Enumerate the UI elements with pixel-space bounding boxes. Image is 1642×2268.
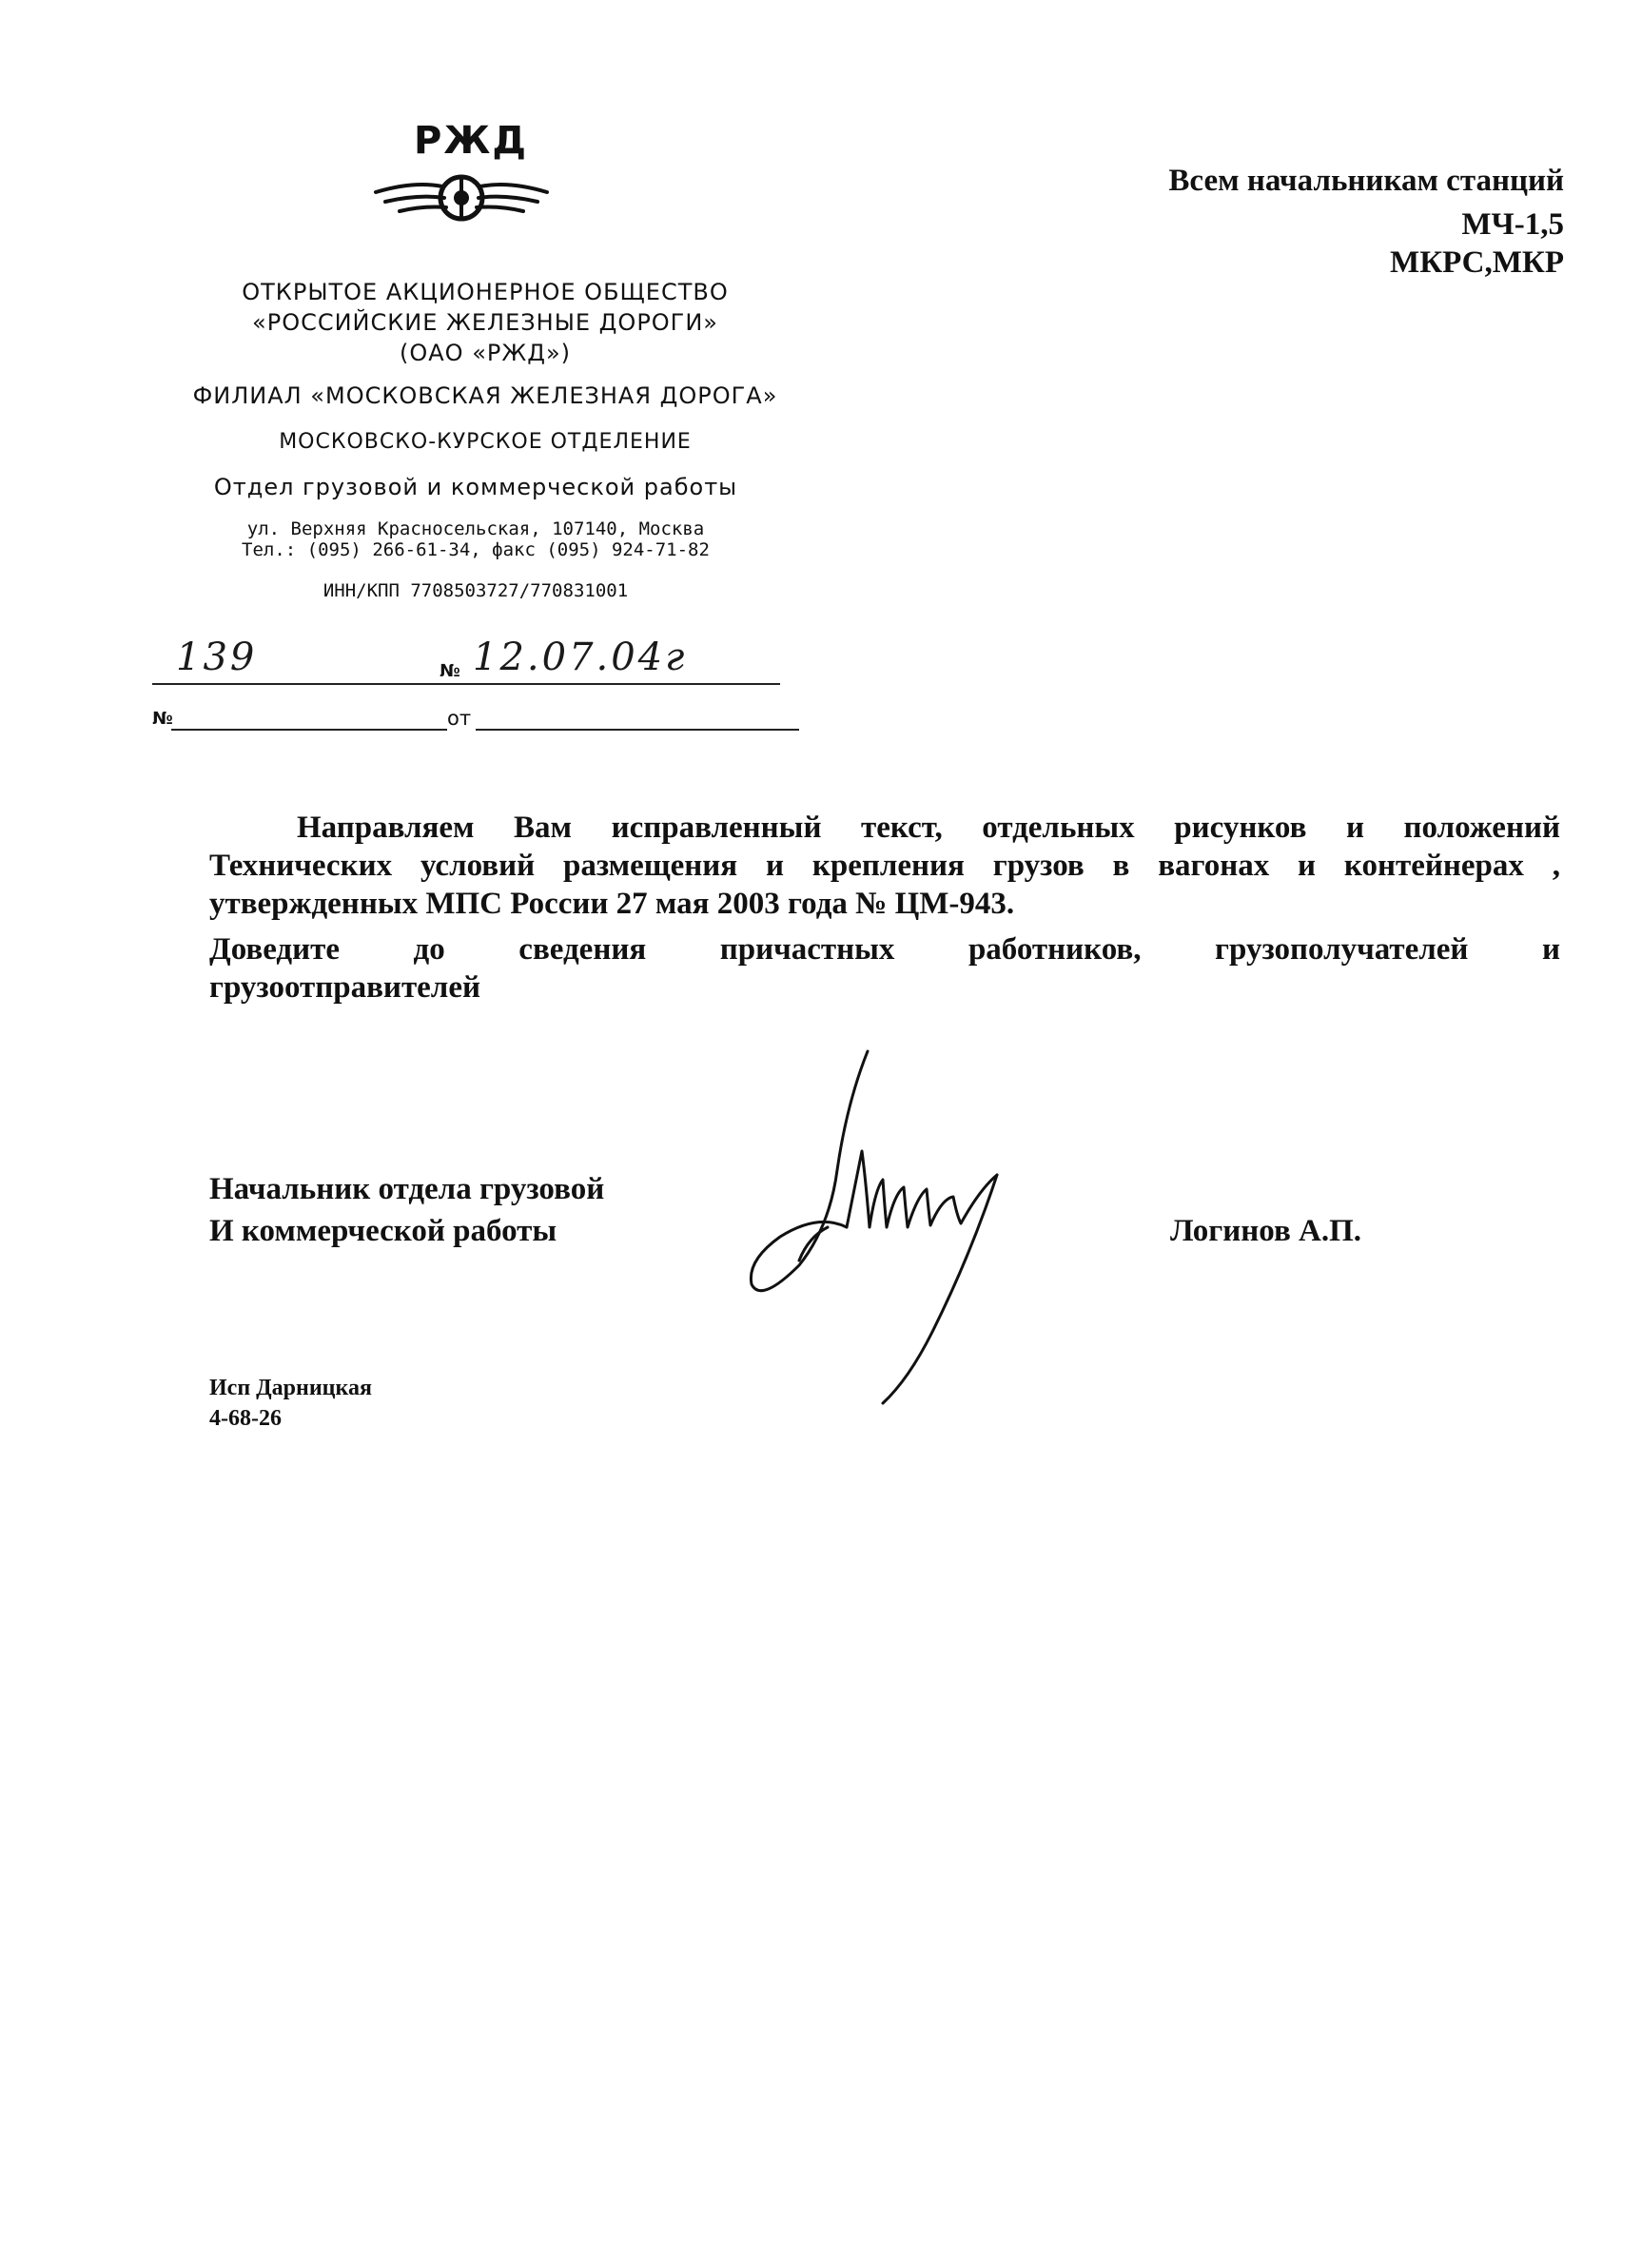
- outgoing-number: 139: [176, 635, 258, 679]
- addressee-line3: МКРС,МКР: [1390, 245, 1564, 280]
- body-line5: грузоотправителей: [209, 970, 480, 1005]
- reply-date-underline: [476, 729, 799, 731]
- handwritten-signature: [742, 1046, 1018, 1408]
- executor-name: Исп Дарницкая: [209, 1376, 372, 1400]
- signer-title-line1: Начальник отдела грузовой: [209, 1172, 605, 1206]
- organization-name-line2: «РОССИЙСКИЕ ЖЕЛЕЗНЫЕ ДОРОГИ»: [252, 309, 718, 336]
- outgoing-underline: [152, 683, 780, 685]
- phone-fax: Тел.: (095) 266-61-34, факс (095) 924-71-82: [242, 539, 710, 560]
- executor-phone: 4-68-26: [209, 1406, 282, 1431]
- addressee-line2: МЧ-1,5: [1461, 207, 1564, 242]
- organization-name-line1: ОТКРЫТОЕ АКЦИОНЕРНОЕ ОБЩЕСТВО: [242, 279, 729, 305]
- number-sign: №: [440, 661, 460, 681]
- organization-name-line3: (ОАО «РЖД»): [400, 340, 571, 366]
- body-line2: Технических условий размещения и крепления грузов в вагонах и контейнерах ,: [209, 849, 1560, 883]
- reply-number-sign: №: [152, 709, 173, 729]
- body-line3: утвержденных МПС России 27 мая 2003 года № ЦМ-943.: [209, 887, 1015, 921]
- winged-wheel-logo-icon: [366, 124, 557, 228]
- signer-name: Логинов А.П.: [1170, 1214, 1362, 1248]
- company-logo-text: РЖД: [414, 119, 528, 163]
- division-name: МОСКОВСКО-КУРСКОЕ ОТДЕЛЕНИЕ: [279, 430, 692, 454]
- signer-title-line2: И коммерческой работы: [209, 1214, 557, 1248]
- outgoing-date: 12.07.04г: [473, 635, 688, 679]
- addressee-line1: Всем начальникам станций: [1168, 164, 1564, 198]
- reply-from-label: от: [447, 707, 472, 730]
- address: ул. Верхняя Красносельская, 107140, Москва: [246, 518, 705, 539]
- branch-name: ФИЛИАЛ «МОСКОВСКАЯ ЖЕЛЕЗНАЯ ДОРОГА»: [192, 382, 778, 409]
- body-line4: Доведите до сведения причастных работников, грузополучателей и: [209, 932, 1560, 967]
- reply-number-underline: [171, 729, 447, 731]
- body-line1: Направляем Вам исправленный текст, отдельных рисунков и положений: [297, 811, 1560, 845]
- department-name: Отдел грузовой и коммерческой работы: [213, 474, 738, 500]
- inn-kpp: ИНН/КПП 7708503727/770831001: [323, 580, 629, 601]
